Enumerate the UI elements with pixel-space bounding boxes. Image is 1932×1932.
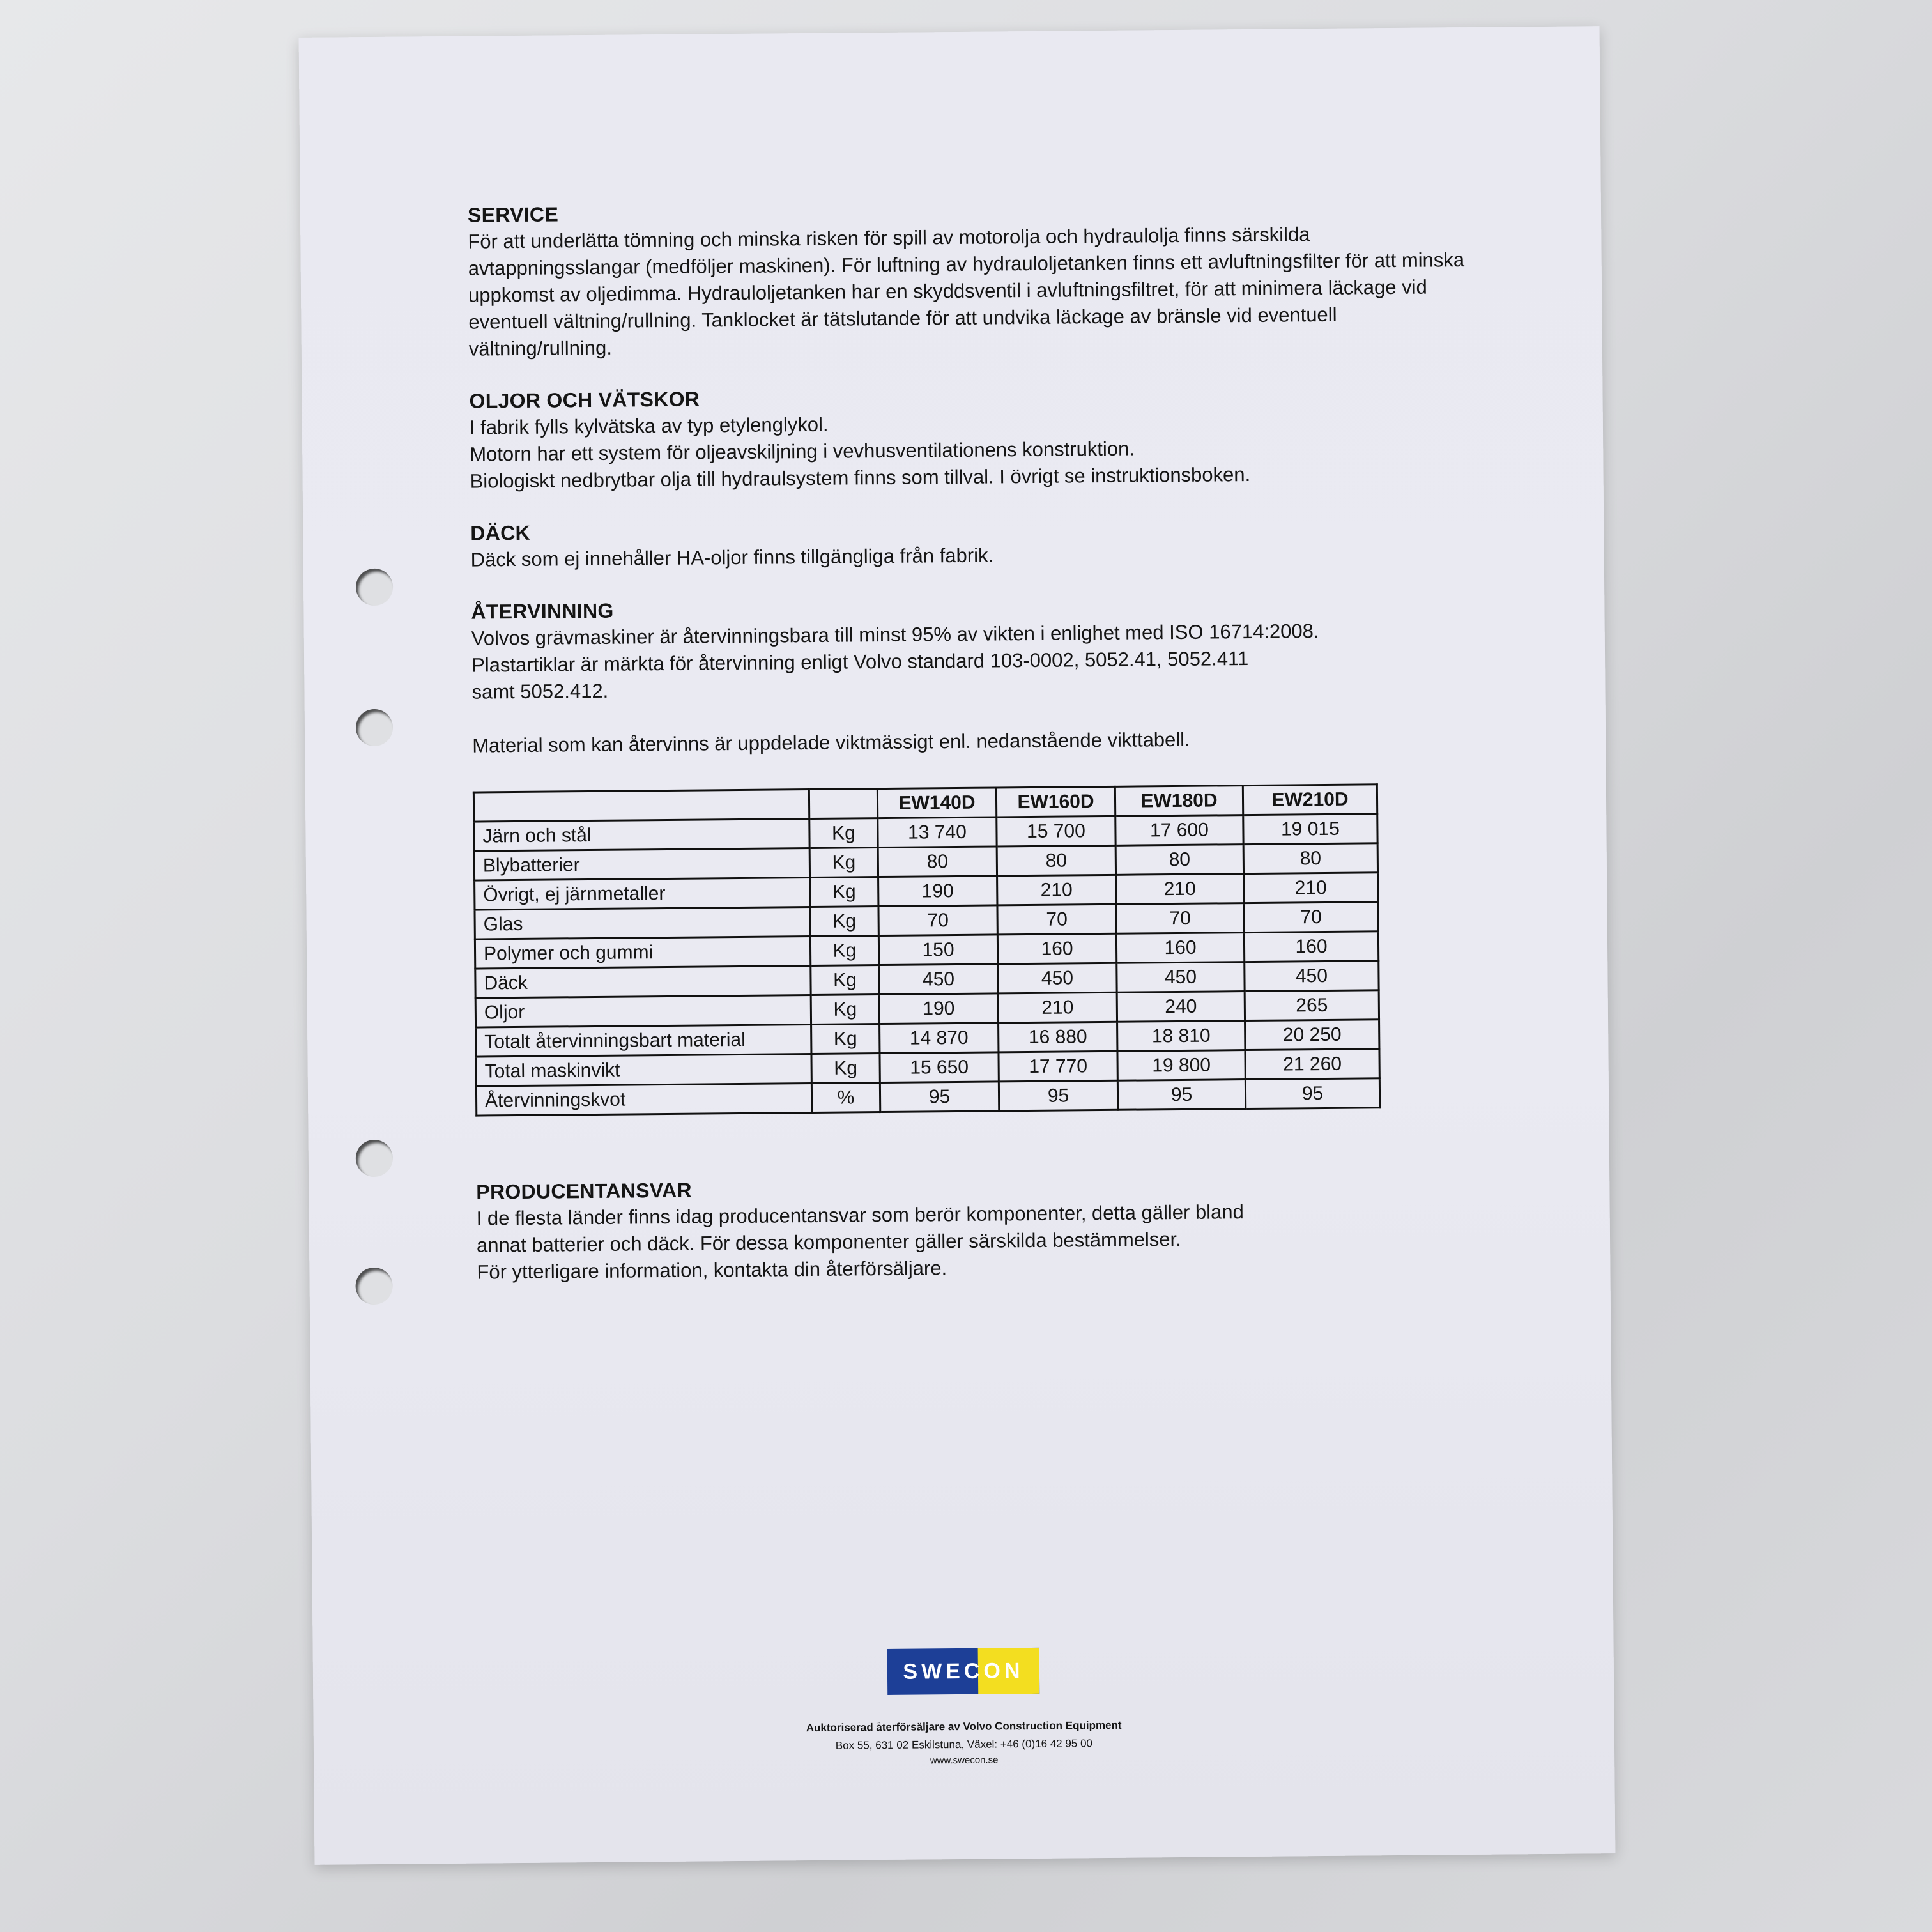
table-header-cell: EW160D bbox=[996, 786, 1115, 817]
value-cell: 13 740 bbox=[878, 817, 997, 848]
section-text: För ytterligare information, kontakta din återförsäljare. bbox=[477, 1257, 947, 1284]
value-cell: 95 bbox=[1117, 1080, 1245, 1110]
value-cell: 150 bbox=[878, 935, 997, 965]
unit-cell: Kg bbox=[810, 877, 878, 907]
material-cell: Polymer och gummi bbox=[475, 937, 810, 969]
section-text: I de flesta länder finns idag producentansvar som berör komponenter, detta gäller bland bbox=[476, 1200, 1244, 1230]
punch-hole bbox=[356, 709, 394, 747]
material-cell: Övrigt, ej järnmetaller bbox=[475, 878, 810, 910]
footer bbox=[313, 1643, 1615, 1772]
section-service bbox=[468, 194, 1517, 362]
section-producer bbox=[476, 1171, 1524, 1285]
value-cell: 95 bbox=[880, 1082, 999, 1112]
document-page bbox=[299, 26, 1616, 1865]
section-heading: OLJOR OCH VÄTSKOR bbox=[469, 387, 700, 413]
unit-cell: Kg bbox=[810, 936, 878, 966]
value-cell: 450 bbox=[998, 963, 1117, 993]
table-header-cell: EW140D bbox=[877, 788, 996, 818]
value-cell: 20 250 bbox=[1245, 1020, 1379, 1050]
unit-cell: Kg bbox=[811, 1054, 880, 1084]
value-cell: 17 770 bbox=[999, 1051, 1117, 1082]
section-text: Däck som ej innehåller HA-oljor finns tillgängliga från fabrik. bbox=[470, 544, 994, 571]
value-cell: 190 bbox=[879, 993, 998, 1024]
value-cell: 210 bbox=[1244, 873, 1378, 903]
section-text: Biologiskt nedbrytbar olja till hydraulsystem finns som tillval. I övrigt se instruktionsboken. bbox=[470, 463, 1251, 493]
punch-hole bbox=[356, 569, 394, 606]
value-cell: 15 650 bbox=[880, 1052, 999, 1083]
material-cell: Blybatterier bbox=[474, 848, 809, 881]
value-cell: 160 bbox=[997, 933, 1116, 964]
value-cell: 190 bbox=[878, 876, 997, 907]
section-heading: DÄCK bbox=[470, 521, 531, 545]
section-heading: ÅTERVINNING bbox=[471, 599, 614, 624]
section-heading: SERVICE bbox=[467, 203, 559, 227]
section-recycling bbox=[471, 591, 1523, 1116]
unit-cell: Kg bbox=[809, 848, 878, 878]
unit-cell: Kg bbox=[811, 995, 879, 1025]
value-cell: 160 bbox=[1244, 931, 1378, 962]
section-text: Motorn har ett system för oljeavskiljning i vevhusventilationens konstruktion. bbox=[470, 437, 1135, 466]
value-cell: 14 870 bbox=[880, 1023, 999, 1054]
recycling-weight-table bbox=[473, 783, 1381, 1116]
value-cell: 16 880 bbox=[999, 1022, 1117, 1052]
value-cell: 160 bbox=[1116, 933, 1244, 963]
footer-address: Box 55, 631 02 Eskilstuna, Växel: +46 (0)16 42 95 00 bbox=[835, 1737, 1093, 1752]
value-cell: 450 bbox=[879, 964, 998, 995]
value-cell: 15 700 bbox=[997, 816, 1116, 847]
section-text: annat batterier och däck. För dessa komponenter gäller särskilda bestämmelser. bbox=[476, 1227, 1181, 1257]
value-cell: 19 015 bbox=[1243, 814, 1377, 845]
value-cell: 80 bbox=[997, 845, 1116, 876]
page-content bbox=[468, 194, 1525, 1285]
unit-cell: Kg bbox=[811, 965, 879, 995]
value-cell: 21 260 bbox=[1245, 1049, 1379, 1080]
section-text: För att underlätta tömning och minska risken för spill av motorolja och hydraulolja finns särskilda avtappningsslangar (medföljer maskinen). För luftning av hydrauloljetanken finns ett avluftningsfilter för att minska uppkomst av oljedimma. Hydrauloljetanken har en skyddsventil i avluftningsfiltret, för att minimera läckage vid eventuell vältning/rullning. Tanklocket är tätslutande för att undvika läckage av bränsle vid eventuell vältning/rullning. bbox=[468, 223, 1465, 360]
value-cell: 450 bbox=[1117, 962, 1245, 993]
value-cell: 210 bbox=[998, 992, 1117, 1023]
value-cell: 70 bbox=[1116, 903, 1244, 934]
material-cell: Glas bbox=[475, 907, 810, 940]
unit-cell: Kg bbox=[811, 1024, 880, 1054]
material-cell: Oljor bbox=[475, 995, 811, 1027]
logo-text: SWECON bbox=[903, 1659, 1024, 1684]
swecon-logo bbox=[887, 1648, 1040, 1695]
unit-cell: Kg bbox=[809, 818, 878, 848]
value-cell: 210 bbox=[997, 875, 1116, 905]
value-cell: 70 bbox=[1244, 902, 1378, 933]
material-cell: Däck bbox=[475, 966, 811, 999]
table-header-cell bbox=[473, 790, 809, 822]
value-cell: 95 bbox=[999, 1080, 1117, 1111]
value-cell: 80 bbox=[1116, 845, 1243, 875]
table-header-cell: EW210D bbox=[1243, 785, 1377, 815]
value-cell: 70 bbox=[878, 905, 997, 936]
material-cell: Totalt återvinningsbart material bbox=[476, 1024, 811, 1057]
value-cell: 95 bbox=[1245, 1078, 1379, 1109]
section-text: I fabrik fylls kylvätska av typ etylenglykol. bbox=[469, 413, 829, 439]
punch-hole bbox=[355, 1268, 393, 1305]
footer-website: www.swecon.se bbox=[930, 1754, 999, 1767]
value-cell: 17 600 bbox=[1116, 815, 1243, 846]
table-header-cell bbox=[809, 789, 877, 819]
value-cell: 18 810 bbox=[1117, 1021, 1245, 1052]
table-header-cell: EW180D bbox=[1115, 786, 1243, 816]
value-cell: 80 bbox=[1243, 843, 1377, 874]
section-oils bbox=[469, 380, 1517, 494]
unit-cell: Kg bbox=[810, 907, 878, 937]
section-heading: PRODUCENTANSVAR bbox=[476, 1178, 693, 1204]
section-tires bbox=[470, 512, 1519, 573]
value-cell: 450 bbox=[1245, 961, 1379, 992]
value-cell: 80 bbox=[878, 847, 997, 877]
punch-hole bbox=[356, 1140, 394, 1177]
value-cell: 240 bbox=[1117, 992, 1245, 1022]
section-text: Plastartiklar är märkta för återvinning enligt Volvo standard 103-0002, 5052.41, 5052.411 bbox=[471, 647, 1249, 677]
material-cell: Total maskinvikt bbox=[476, 1054, 811, 1086]
section-text: Material som kan återvinns är uppdelade viktmässigt enl. nedanstående vikttabell. bbox=[472, 728, 1190, 757]
material-cell: Återvinningskvot bbox=[476, 1083, 811, 1116]
value-cell: 19 800 bbox=[1117, 1050, 1245, 1081]
unit-cell: % bbox=[811, 1083, 880, 1113]
footer-dealer-text: Auktoriserad återförsäljare av Volvo Construction Equipment bbox=[806, 1719, 1122, 1735]
material-cell: Järn och stål bbox=[474, 819, 809, 852]
section-text: samt 5052.412. bbox=[471, 679, 609, 703]
section-text: Volvos grävmaskiner är återvinningsbara till minst 95% av vikten i enlighet med ISO 16714:2008. bbox=[471, 620, 1319, 650]
value-cell: 210 bbox=[1116, 874, 1244, 905]
value-cell: 70 bbox=[997, 904, 1116, 935]
value-cell: 265 bbox=[1245, 990, 1379, 1021]
